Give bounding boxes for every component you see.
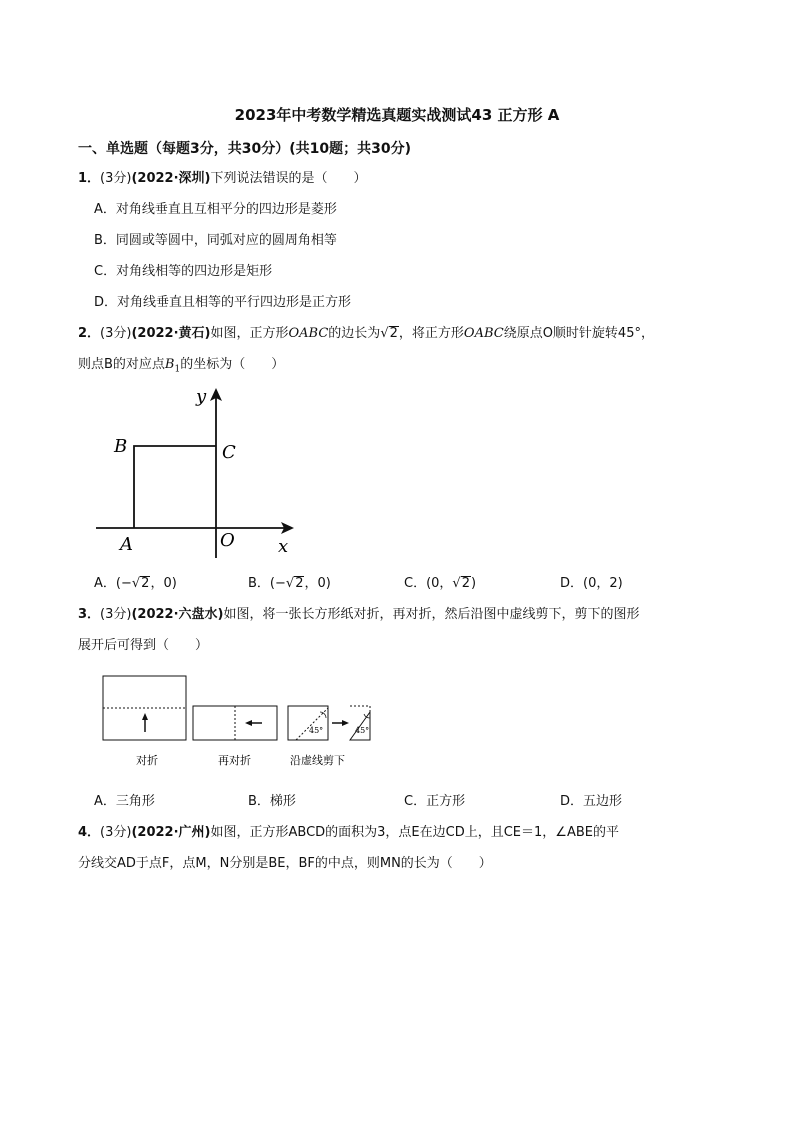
question-number: 4． <box>78 825 101 840</box>
question-score: (3分) <box>100 326 132 341</box>
sqrt-radicand: 2 <box>461 576 470 591</box>
point-c-label: C <box>222 442 236 463</box>
angle-arc <box>320 712 326 718</box>
q1-option-c: C．对角线相等的四边形是矩形 <box>94 264 273 279</box>
angle-label: 45° <box>355 726 370 735</box>
option-text: ，0) <box>304 576 331 591</box>
arrow-head <box>142 713 148 720</box>
option-text: A．(− <box>94 576 132 591</box>
question-score: (3分) <box>100 607 132 622</box>
question-text: ，将正方形 <box>398 326 464 341</box>
square-name: OABC <box>288 326 329 341</box>
y-axis-label: y <box>196 386 207 407</box>
question-text: 则点B的对应点 <box>78 357 165 372</box>
q2-option-b: B．(−√2，0) <box>248 576 331 591</box>
sqrt-radicand: 2 <box>389 326 398 341</box>
option-text: C．(0， <box>404 576 453 591</box>
question-4-stem-line2: 分线交AD于点F，点M，N分别是BE，BF的中点，则MN的长为（ ） <box>78 856 492 871</box>
question-source: (2022·黄石) <box>131 326 211 341</box>
option-text: B．(− <box>248 576 286 591</box>
point-o-label: O <box>220 530 235 551</box>
question-source: (2022·深圳) <box>131 171 211 186</box>
q1-option-b: B．同圆或等圆中，同弧对应的圆周角相等 <box>94 233 337 248</box>
q2-option-d: D．(0，2) <box>560 576 623 591</box>
q1-option-a: A．对角线垂直且互相平分的四边形是菱形 <box>94 202 337 217</box>
question-text: 的坐标为（ ） <box>180 357 285 372</box>
question-text: 下列说法错误的是（ ） <box>210 171 367 186</box>
question-2-stem: 2．(3分)(2022·黄石)如图，正方形OABC的边长为√2，将正方形OABC绕原点O顺时针旋转45°， <box>78 326 654 341</box>
option-text: ，0) <box>150 576 177 591</box>
question-text: 如图，正方形ABCD的面积为3，点E在边CD上，且CE＝1，∠ABE的平 <box>210 825 619 840</box>
q3-option-d: D．五边形 <box>560 794 623 809</box>
caption-fold-again: 再对折 <box>218 754 251 767</box>
question-3-stem-line2: 展开后可得到（ ） <box>78 638 209 653</box>
question-text: 绕原点O顺时针旋转45°， <box>503 326 654 341</box>
page-title: 2023年中考数学精选真题实战测试43 正方形 A <box>234 106 560 124</box>
question-1-stem <box>78 167 367 186</box>
arrow-head <box>245 720 252 726</box>
q3-option-a: A．三角形 <box>94 794 155 809</box>
question-score: (3分) <box>100 171 132 186</box>
q2-coordinate-figure <box>90 382 305 562</box>
angle-label: 45° <box>309 726 324 735</box>
caption-cut: 沿虚线剪下 <box>290 754 345 767</box>
point-b-label: B <box>114 436 128 457</box>
q3-option-c: C．正方形 <box>404 794 466 809</box>
question-number: 2． <box>78 326 101 341</box>
square-oabc <box>134 446 216 528</box>
sqrt-radicand: 2 <box>295 576 304 591</box>
q2-option-c: C．(0，√2) <box>404 576 477 591</box>
question-3-stem <box>78 603 640 622</box>
section-heading: 一、单选题（每题3分，共30分）(共10题；共30分) <box>78 141 411 157</box>
option-text: ) <box>471 576 477 591</box>
square-name: OABC <box>463 326 504 341</box>
q3-folding-figure <box>100 672 380 772</box>
x-axis-label: x <box>278 536 289 557</box>
question-text: 的边长为 <box>328 326 381 341</box>
arrow-head <box>342 720 349 726</box>
question-2-stem-line2 <box>78 353 284 375</box>
question-source: (2022·广州) <box>131 825 211 840</box>
question-4-stem <box>78 821 619 840</box>
question-number: 1． <box>78 171 101 186</box>
question-source: (2022·六盘水) <box>131 607 224 622</box>
q3-option-b: B．梯形 <box>248 794 296 809</box>
sqrt-radicand: 2 <box>141 576 150 591</box>
question-number: 3． <box>78 607 101 622</box>
caption-fold: 对折 <box>136 754 158 767</box>
point-b1: B <box>164 357 175 372</box>
q1-option-d: D．对角线垂直且相等的平行四边形是正方形 <box>94 295 352 310</box>
question-text: 如图，将一张长方形纸对折，再对折，然后沿图中虚线剪下，剪下的图形 <box>223 607 640 622</box>
question-score: (3分) <box>100 825 132 840</box>
point-a-label: A <box>120 534 133 555</box>
q2-option-a: A．(−√2，0) <box>94 576 177 591</box>
point-b1-subscript: 1 <box>174 364 181 375</box>
question-text: 如图，正方形 <box>210 326 289 341</box>
